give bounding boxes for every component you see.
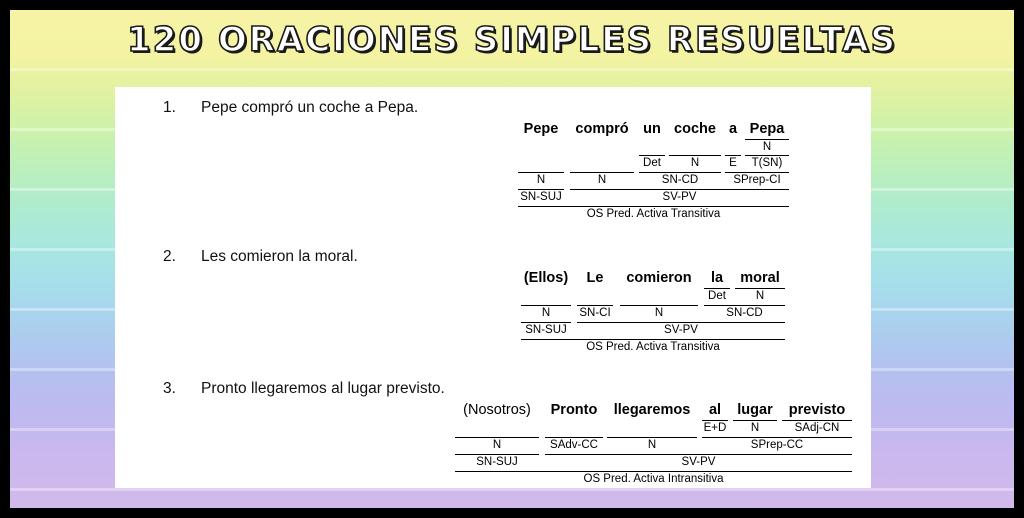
word-pepe: Pepe (523, 121, 559, 137)
underline (518, 206, 789, 207)
page-title: 120 ORACIONES SIMPLES RESUELTAS (127, 20, 897, 60)
underline (745, 139, 789, 140)
underline (577, 322, 785, 323)
underline (521, 339, 785, 340)
underline (639, 155, 665, 156)
sentence-text: Pronto llegaremos al lugar previsto. (201, 380, 445, 397)
word-previsto: previsto (788, 402, 846, 418)
label-oracion: OS Pred. Activa Intransitiva (583, 473, 724, 485)
label-n: N (654, 307, 664, 319)
word-pronto: Pronto (550, 402, 598, 418)
sentence-3-heading (163, 380, 445, 398)
underline (782, 420, 852, 421)
underline (521, 305, 571, 306)
underline (704, 305, 785, 306)
underline (702, 437, 852, 438)
underline (725, 172, 789, 173)
underline (702, 420, 728, 421)
word-ellos: (Ellos) (523, 270, 569, 286)
word-a: a (728, 121, 738, 137)
underline (639, 172, 721, 173)
label-sprep-cc: SPrep-CC (750, 439, 804, 451)
underline (735, 288, 785, 289)
sentence-text: Les comieron la moral. (201, 248, 358, 265)
word-al: al (708, 402, 722, 418)
label-e-d: E+D (703, 422, 727, 434)
word-pepa: Pepa (749, 121, 785, 137)
word-la: la (710, 270, 724, 286)
sentence-1-heading (163, 99, 418, 117)
label-n: N (541, 307, 551, 319)
label-sn-cd: SN-CD (726, 307, 763, 319)
word-llegaremos: llegaremos (613, 402, 691, 418)
underline (455, 437, 539, 438)
sentence-number: 2. (163, 248, 176, 265)
label-n: N (755, 290, 765, 302)
label-sn-suj: SN-SUJ (476, 456, 518, 468)
underline (745, 155, 789, 156)
label-oracion: OS Pred. Activa Transitiva (586, 341, 720, 353)
word-le: Le (586, 270, 604, 286)
label-det: Det (708, 290, 726, 302)
label-sv-pv: SV-PV (664, 324, 698, 336)
label-e: E (729, 157, 737, 169)
underline (518, 189, 564, 190)
label-sn-suj: SN-SUJ (525, 324, 567, 336)
rainbow-stripe (10, 68, 1014, 71)
underline (704, 288, 730, 289)
underline (725, 155, 741, 156)
label-sprep-ci: SPrep-CI (733, 174, 781, 186)
underline (577, 305, 613, 306)
label-oracion: OS Pred. Activa Transitiva (586, 208, 721, 220)
word-moral: moral (740, 270, 780, 286)
sentence-number: 3. (163, 380, 176, 397)
underline (733, 420, 777, 421)
underline (521, 322, 571, 323)
sentence-text: Pepe compró un coche a Pepa. (201, 99, 419, 116)
label-sv-pv: SV-PV (681, 456, 716, 468)
underline (455, 471, 852, 472)
label-det: Det (643, 157, 661, 169)
word-un: un (643, 121, 661, 137)
underline (607, 437, 697, 438)
underline (518, 172, 564, 173)
sentence-number: 1. (163, 99, 176, 116)
word-coche: coche (674, 121, 716, 137)
label-n: N (536, 174, 546, 186)
underline (545, 454, 852, 455)
label-sn-ci: SN-CI (579, 307, 611, 319)
label-sn-suj: SN-SUJ (520, 191, 562, 203)
label-sadj-cn: SAdj-CN (794, 422, 840, 434)
underline (570, 172, 634, 173)
label-n: N (750, 422, 760, 434)
underline (620, 305, 698, 306)
label-n: N (492, 439, 502, 451)
sentence-2-heading (163, 248, 358, 266)
rainbow-stripe (10, 488, 1014, 491)
label-sn-cd: SN-CD (661, 174, 699, 186)
underline (455, 454, 539, 455)
underline (669, 155, 721, 156)
label-tsn: T(SN) (751, 157, 783, 169)
word-nosotros: (Nosotros) (463, 402, 531, 418)
document-page (115, 87, 871, 488)
label-n: N (762, 141, 772, 153)
label-sadv-cc: SAdv-CC (550, 439, 598, 451)
label-n: N (647, 439, 657, 451)
label-sv-pv: SV-PV (662, 191, 697, 203)
label-n: N (597, 174, 607, 186)
word-compro: compró (575, 121, 629, 137)
underline (570, 189, 789, 190)
word-lugar: lugar (737, 402, 773, 418)
label-n: N (690, 157, 700, 169)
word-comieron: comieron (626, 270, 692, 286)
underline (545, 437, 603, 438)
